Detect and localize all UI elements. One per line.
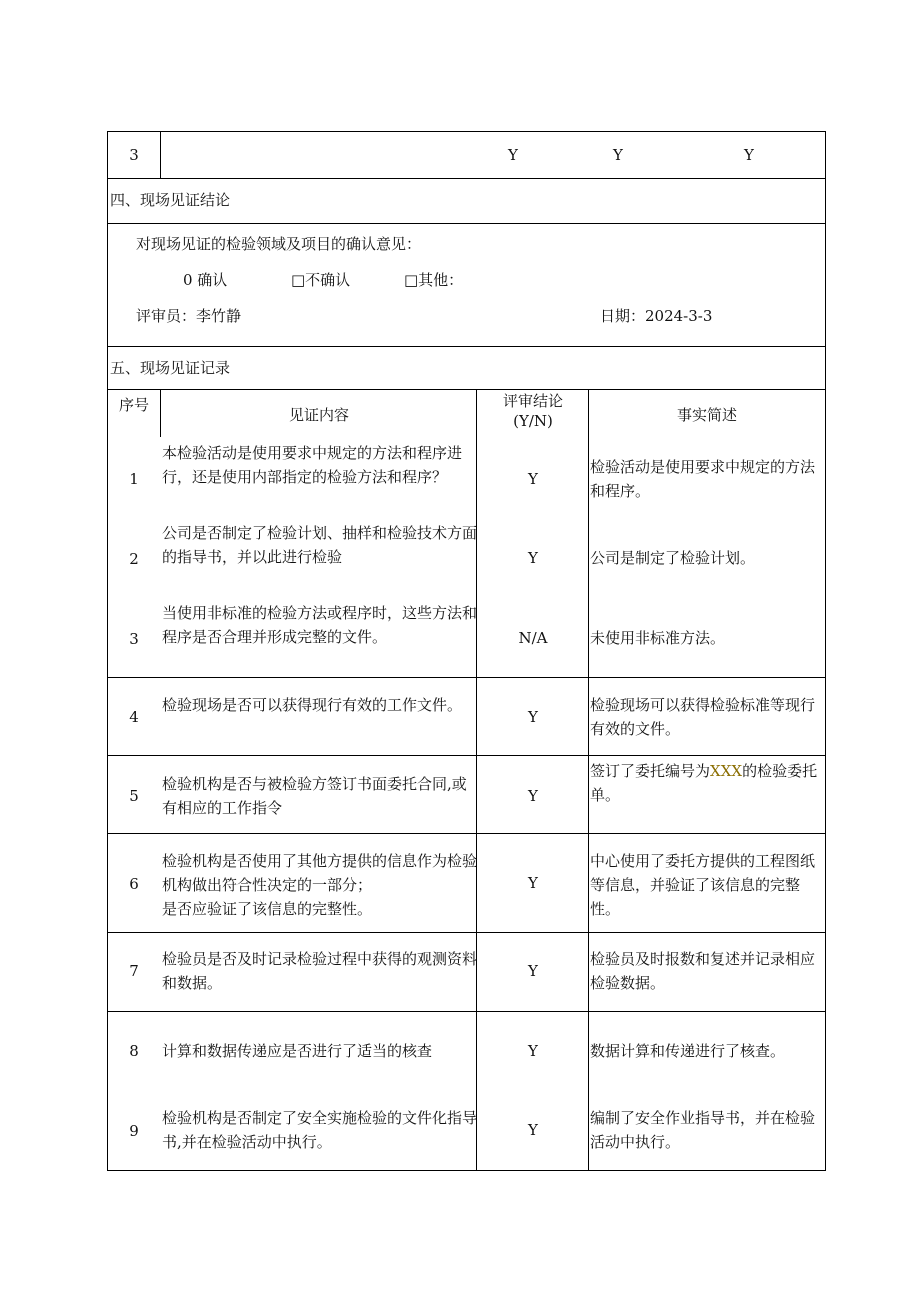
row-number: 6 [129,875,139,893]
row-divider [108,755,825,756]
row-result: Y [528,549,538,567]
row-number: 4 [129,708,139,726]
result-mark: Y [744,146,754,164]
row-number: 2 [129,550,139,568]
row-content: 检验现场是否可以获得现行有效的工作文件。 [162,696,463,714]
reviewer: 评审员：李竹静 [136,307,242,325]
row-result: Y [528,874,538,892]
row-fact: 编制了安全作业指导书，并在检验活动中执行。 [590,1109,816,1151]
col-header-content: 见证内容 [288,406,349,424]
fact-text: 的检验委托单。 [590,762,818,804]
row-result: Y [528,787,538,805]
row-result: Y [528,708,538,726]
col-header-result-line2: (Y/N) [513,412,553,430]
confirmation-prompt: 对现场见证的检验领域及项目的确认意见： [136,235,422,253]
row-number: 3 [108,132,161,178]
row-result: N/A [518,629,548,647]
witness-record-table [107,389,826,1171]
result-mark: Y [613,146,623,164]
row-result: Y [528,1042,538,1060]
row-content: 公司是否制定了检验计划、抽样和检验技术方面的指导书，并以此进行检验 [162,524,478,566]
row-fact: 检验活动是使用要求中规定的方法和程序。 [590,458,816,500]
row-content: 当使用非标准的检验方法或程序时，这些方法和程序是否合理并形成完整的文件。 [162,604,478,646]
column-divider [588,389,589,1171]
col-header-number: 序号 [118,396,149,414]
fact-highlight: XXX [710,762,743,780]
previous-table-row [107,131,826,179]
column-divider [160,389,161,437]
row-fact: 公司是制定了检验计划。 [590,549,756,567]
option-not-confirm: □不确认 [291,271,351,289]
review-date: 日期：2024-3-3 [600,307,713,325]
fact-text: 签订了委托编号为 [590,762,711,780]
result-mark: Y [508,146,518,164]
row-number: 7 [129,962,139,980]
col-header-fact: 事实简述 [676,406,737,424]
row-divider [108,932,825,933]
row-content: 本检验活动是使用要求中规定的方法和程序进行，还是使用内部指定的检验方法和程序？ [162,444,463,486]
row-number: 8 [129,1042,139,1060]
col-header-result-line1: 评审结论 [502,392,563,410]
row-content: 检验机构是否与被检验方签订书面委托合同,或有相应的工作指令 [162,775,467,817]
row-content-line: 是否应验证了该信息的完整性。 [162,900,373,918]
row-fact: 检验员及时报数和复述并记录相应检验数据。 [590,950,816,992]
section-5-heading: 五、现场见证记录 [107,346,826,390]
section-4-heading: 四、现场见证结论 [107,178,826,224]
row-content [162,849,478,921]
row-content: 计算和数据传递应是否进行了适当的核查 [162,1042,433,1060]
row-result: Y [528,470,538,488]
row-number: 9 [129,1122,139,1140]
row-fact: 未使用非标准方法。 [590,629,726,647]
option-confirm: 0 确认 [183,271,228,289]
col-header-result [478,391,588,431]
row-divider [108,833,825,834]
row-fact: 数据计算和传递进行了核查。 [590,1042,786,1060]
row-fact: 中心使用了委托方提供的工程图纸等信息，并验证了该信息的完整性。 [590,852,816,918]
row-content: 检验机构是否制定了安全实施检验的文件化指导书,并在检验活动中执行。 [162,1109,478,1151]
row-content: 检验员是否及时记录检验过程中获得的观测资料和数据。 [162,950,478,992]
row-divider [108,677,825,678]
row-number: 3 [129,630,139,648]
row-result: Y [528,962,538,980]
section-4-body [107,223,826,347]
row-number: 5 [129,787,139,805]
option-other: □其他： [404,271,464,289]
row-fact [590,759,824,807]
row-number: 1 [129,470,139,488]
row-result: Y [528,1121,538,1139]
row-fact: 检验现场可以获得检验标准等现行有效的文件。 [590,696,816,738]
row-divider [108,1011,825,1012]
row-content-line: 检验机构是否使用了其他方提供的信息作为检验机构做出符合性决定的一部分； [162,852,478,894]
